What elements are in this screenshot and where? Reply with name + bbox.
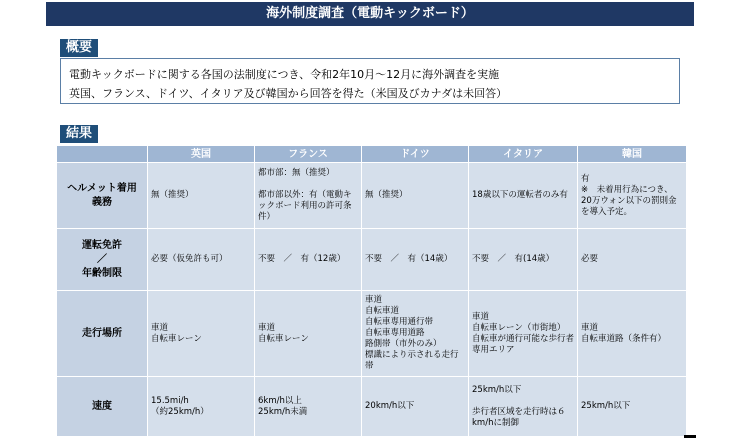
row-header: 速度 [57, 377, 148, 437]
table-cell: 車道 自転車レーン [148, 291, 255, 377]
column-header: ドイツ [362, 146, 469, 163]
column-header: イタリア [469, 146, 578, 163]
column-header [57, 146, 148, 163]
overview-box [60, 58, 680, 104]
overview-line: 電動キックボードに関する各国の法制度につき、令和2年10月～12月に海外調査を実施 [69, 68, 500, 81]
table-cell: 25km/h以下 [578, 377, 687, 437]
results-label: 結果 [60, 125, 98, 143]
table-cell: 15.5mi/h （約25km/h） [148, 377, 255, 437]
table-cell: 車道 自転車道 自転車専用通行帯 自転車専用道路 路側帯（市外のみ） 標識により示される走行帯 [362, 291, 469, 377]
table-cell: 無（推奨） [148, 163, 255, 229]
table-cell: 25km/h以下 歩行者区域を走行時は６km/hに制御 [469, 377, 578, 437]
results-table [56, 145, 687, 437]
table-row [57, 291, 687, 377]
table-cell: 20km/h以下 [362, 377, 469, 437]
table-row [57, 229, 687, 291]
column-header: 韓国 [578, 146, 687, 163]
table-row [57, 377, 687, 437]
table-cell: 18歳以下の運転者のみ有 [469, 163, 578, 229]
row-header: 走行場所 [57, 291, 148, 377]
table-cell: 車道 自転車レーン（市街地） 自転車が通行可能な歩行者専用エリア [469, 291, 578, 377]
table-cell: 車道 自転車レーン [255, 291, 362, 377]
column-header: 英国 [148, 146, 255, 163]
table-cell: 不要 ／ 有（12歳） [255, 229, 362, 291]
overview-label: 概要 [60, 39, 98, 57]
table-cell: 不要 ／ 有（14歳） [362, 229, 469, 291]
table-row [57, 163, 687, 229]
table-cell: 6km/h以上 25km/h未満 [255, 377, 362, 437]
table-header-row [57, 146, 687, 163]
table-cell: 不要 ／ 有(14歳） [469, 229, 578, 291]
table-cell: 必要（仮免許も可） [148, 229, 255, 291]
table-cell: 無（推奨） [362, 163, 469, 229]
page-marker [684, 435, 696, 438]
column-header: フランス [255, 146, 362, 163]
overview-line: 英国、フランス、ドイツ、イタリア及び韓国から回答を得た（米国及びカナダは未回答） [69, 87, 508, 100]
row-header: ヘルメット着用 義務 [57, 163, 148, 229]
table-cell: 有 ※ 未着用行為につき、20万ウォン以下の罰則金を導入予定。 [578, 163, 687, 229]
table-cell: 車道 自転車道路（条件有） [578, 291, 687, 377]
row-header: 運転免許 ／ 年齢制限 [57, 229, 148, 291]
page-title: 海外制度調査（電動キックボード） [46, 2, 694, 26]
table-cell: 必要 [578, 229, 687, 291]
table-cell: 都市部：無（推奨） 都市部以外：有（電動キックボード利用の許可条件） [255, 163, 362, 229]
